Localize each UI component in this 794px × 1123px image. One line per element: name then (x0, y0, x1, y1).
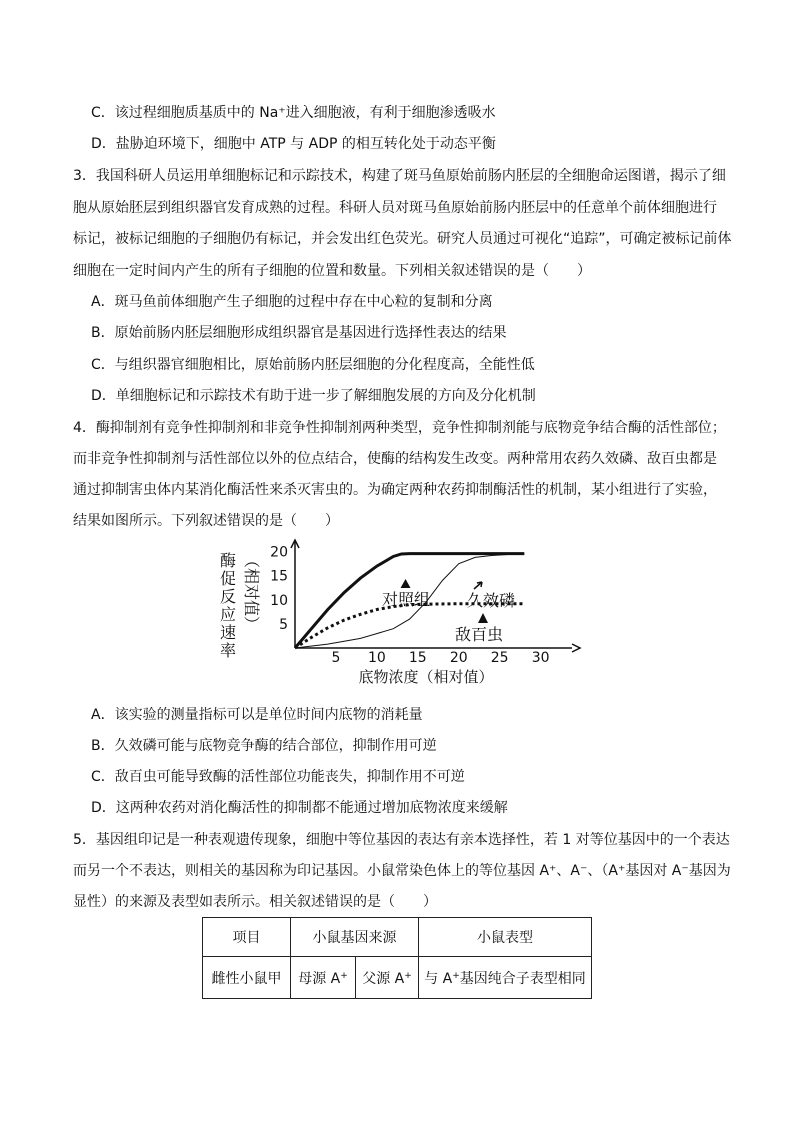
y-axis-label-char: 率 (220, 641, 237, 660)
y-axis-label-char: 酶 (220, 551, 237, 570)
q3-option-d: D．单细胞标记和示踪技术有助于进一步了解细胞发展的方向及分化机制 (91, 388, 536, 404)
arrow-control-head (401, 579, 411, 588)
q5-stem-line3: 显性）的来源及表型如表所示。相关叙述错误的是（ ） (73, 894, 437, 910)
q3-stem-line2: 胞从原始胚层到组织器官发育成熟的过程。科研人员对斑马鱼原始前肠内胚层中的任意单个前体细胞进行 (73, 200, 717, 216)
q3-stem-line3: 标记，被标记细胞的子细胞仍有标记，并会发出红色荧光。研究人员通过可视化“追踪”，可确定被标记前体 (73, 231, 732, 247)
paternal-source: 父源 A+ (356, 957, 419, 999)
x-tick-label: 20 (449, 650, 468, 666)
x-tick-label: 10 (367, 650, 386, 666)
arrow-jiuxiaolin (474, 582, 482, 589)
gene-source-table (202, 917, 592, 999)
label-control: 对照组 (381, 590, 431, 609)
q4-stem-line1: 4．酶抑制剂有竞争性抑制剂和非竞争性抑制剂两种类型，竞争性抑制剂能与底物竞争结合酶的活性部位； (73, 420, 726, 436)
q2-option-c: C．该过程细胞质基质中的 Na⁺进入细胞液，有利于细胞渗透吸水 (91, 105, 496, 121)
label-jiuxiaolin: 久效磷 (466, 591, 516, 610)
q4-stem-line3: 通过抑制害虫体内某消化酶活性来杀灭害虫的。为确定两种农药抑制酶活性的机制，某小组进行了实验， (73, 482, 717, 498)
q4-stem-line4: 结果如图所示。下列叙述错误的是（ ） (73, 513, 339, 529)
q4-option-c: C．敌百虫可能导致酶的活性部位功能丧失，抑制作用不可逆 (91, 769, 465, 785)
arrow-dibaichong-head (478, 613, 488, 623)
header-phenotype: 小鼠表型 (419, 918, 592, 957)
q4-option-d: D．这两种农药对消化酶活性的抑制都不能通过增加底物浓度来缓解 (91, 800, 508, 816)
phenotype-cell: 与 A+基因纯合子表型相同 (419, 957, 592, 999)
x-tick-label: 15 (408, 650, 427, 666)
enzyme-rate-chart (212, 538, 582, 690)
q4-option-b: B．久效磷可能与底物竞争酶的结合部位，抑制作用可逆 (91, 738, 437, 754)
header-item: 项目 (203, 918, 291, 957)
y-axis-label (220, 551, 236, 660)
q3-option-b: B．原始前肠内胚层细胞形成组织器官是基因进行选择性表达的结果 (91, 325, 507, 341)
label-dibaichong: 敌百虫 (454, 625, 504, 644)
q3-stem-line4: 细胞在一定时间内产生的所有子细胞的位置和数量。下列相关叙述错误的是（ ） (73, 263, 591, 279)
x-tick-label: 25 (490, 650, 509, 666)
x-tick-label: 5 (331, 650, 341, 666)
y-tick-label: 5 (279, 616, 288, 633)
y-axis-label-char: 反 (220, 587, 237, 606)
row-name: 雌性小鼠甲 (203, 957, 291, 999)
q3-stem-line1: 3．我国科研人员运用单细胞标记和示踪技术，构建了斑马鱼原始前肠内胚层的全细胞命运图谱，揭示了细 (73, 168, 726, 184)
q5-stem-line1: 5．基因组印记是一种表观遗传现象，细胞中等位基因的表达有亲本选择性，若 1 对等位基因中的一个表达 (73, 832, 730, 848)
y-tick-label: 10 (270, 592, 288, 609)
q4-option-a: A．该实验的测量指标可以是单位时间内底物的消耗量 (91, 707, 423, 723)
header-source: 小鼠基因来源 (291, 918, 419, 957)
q4-stem-line2: 而非竞争性抑制剂与活性部位以外的位点结合，使酶的结构发生改变。两种常用农药久效磷、敌百虫都是 (73, 451, 717, 467)
x-axis-arrow (572, 644, 580, 652)
y-axis-unit: （相对值） (242, 552, 261, 633)
x-axis-label: 底物浓度（相对值） (358, 668, 494, 686)
q2-option-d: D．盐胁迫环境下，细胞中 ATP 与 ADP 的相互转化处于动态平衡 (91, 136, 496, 152)
x-tick-label: 30 (531, 650, 550, 666)
y-axis-label-char: 促 (220, 569, 237, 588)
maternal-source: 母源 A+ (291, 957, 356, 999)
y-axis-label-char: 速 (220, 623, 237, 642)
y-tick-label: 15 (270, 568, 288, 585)
q3-option-c: C．与组织器官细胞相比，原始前肠内胚层细胞的分化程度高，全能性低 (91, 357, 535, 373)
y-axis-label-char: 应 (220, 605, 237, 624)
y-tick-label: 20 (270, 544, 288, 561)
q3-option-a: A．斑马鱼前体细胞产生子细胞的过程中存在中心粒的复制和分离 (91, 294, 493, 310)
q5-stem-line2: 而另一个不表达，则相关的基因称为印记基因。小鼠常染色体上的等位基因 A⁺、A⁻、（A⁺基因对 A⁻基因为 (73, 863, 731, 879)
